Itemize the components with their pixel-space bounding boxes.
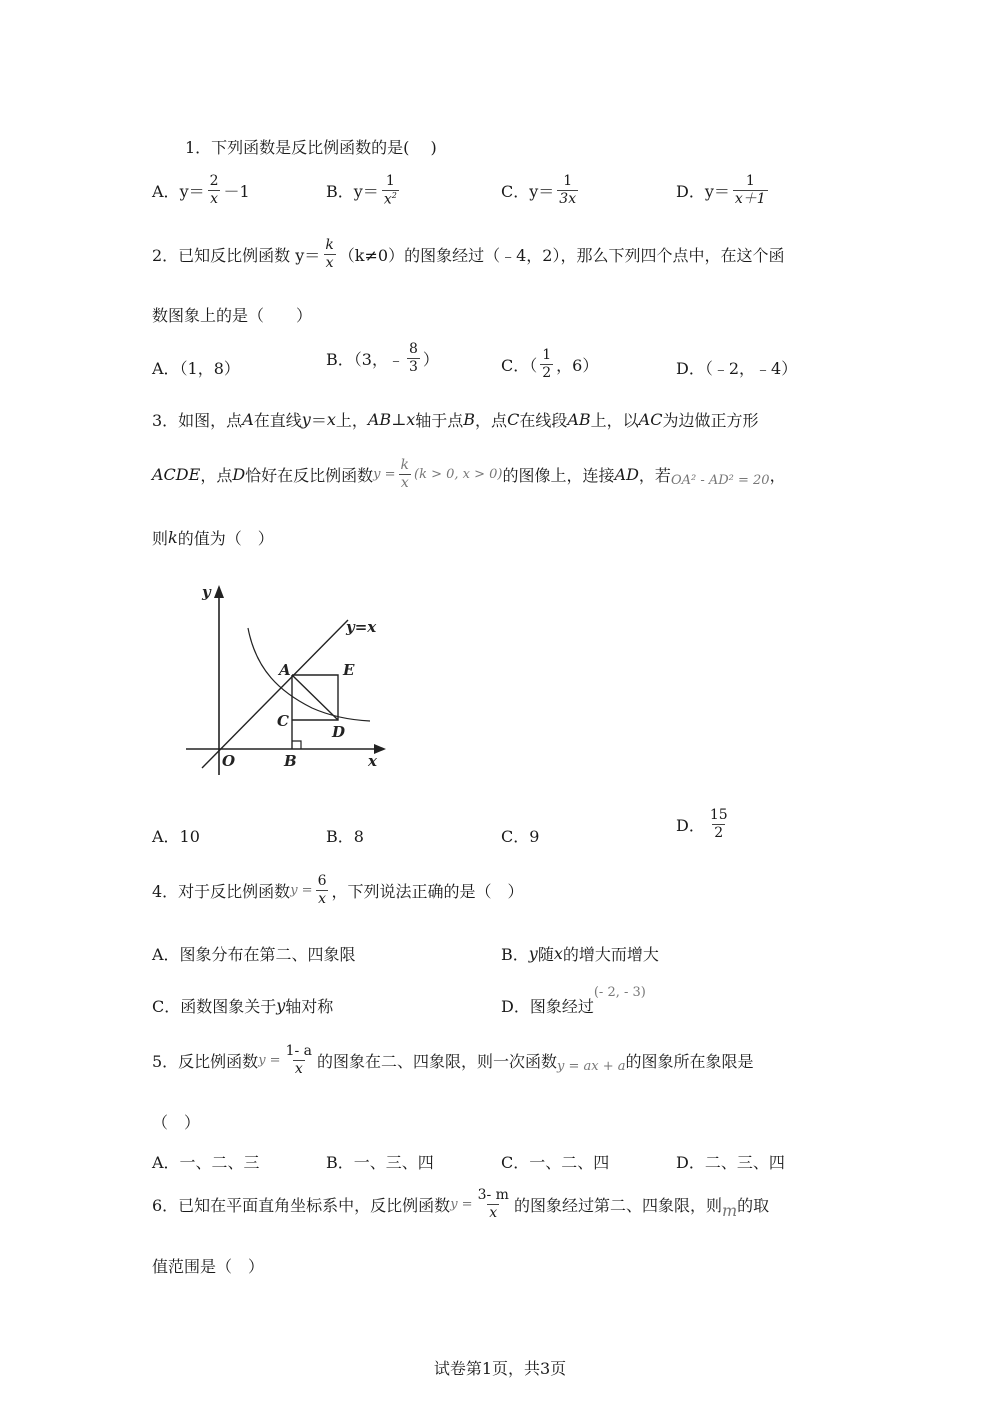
label-x-axis: x	[368, 752, 377, 770]
q1-option-a: A． y＝ $\frac{2}{x}$ －1	[152, 173, 250, 207]
q1-d-fraction: $\frac{1}{x+1}$	[734, 173, 766, 207]
q2-option-d: D．（﹣2，﹣4）	[676, 359, 798, 378]
page-footer: 试卷第1页，共3页	[433, 1359, 567, 1378]
label-e: E	[343, 661, 355, 679]
q3-figure	[180, 580, 395, 780]
q4-option-c: C．函数图象关于 y 轴对称	[152, 996, 334, 1016]
q2-stem-fraction: $\frac{k}{x}$	[325, 237, 334, 271]
q4-stem: 4．对于反比例函数 y = $\frac{6}{x}$ ，下列说法正确的是（ ）	[152, 873, 524, 907]
y-axis-arrow	[214, 585, 224, 598]
q3-option-a: A．10	[152, 827, 200, 846]
q2-stem-line2: 数图象上的是（ ）	[152, 306, 313, 325]
q3-option-c: C．9	[501, 827, 540, 846]
q3-function-fraction: $\frac{k}{x}$	[400, 457, 410, 491]
label-b: B	[284, 752, 297, 770]
q1-option-c: C． y＝ $\frac{1}{3x}$	[501, 173, 577, 207]
q4-option-a: A．图象分布在第二、四象限	[152, 945, 356, 964]
q1-option-d: D． y＝ $\frac{1}{x+1}$	[676, 173, 766, 207]
q5-stem: 5．反比例函数 y = $\frac{1- a}{x}$ 的图象在二、四象限，则一次函数 y = ax + a 的图象所在象限是	[152, 1043, 754, 1077]
q2-stem: 2．已知反比例函数 y＝ $\frac{k}{x}$ （k≠0）的图象经过（﹣4，2），那么下列四个点中，在这个函	[152, 237, 785, 271]
q3-d-fraction: $\frac{15}{2}$	[709, 807, 728, 841]
q1-a-fraction: $\frac{2}{x}$	[209, 173, 219, 207]
q4-option-b: B． y 随 x 的增大而增大	[501, 944, 659, 964]
q2-c-fraction: $\frac{1}{2}$	[542, 347, 552, 381]
q5-option-b: B．一、三、四	[326, 1153, 434, 1172]
q5-stem-fraction: $\frac{1- a}{x}$	[285, 1043, 312, 1077]
q5-stem-line2: （ ）	[152, 1113, 201, 1132]
q2-option-b: B．（3，﹣ $\frac{8}{3}$ ）	[326, 341, 439, 375]
q1-option-b: B． y＝ $\frac{1}{x^2}$	[326, 173, 397, 208]
segment-ad	[292, 675, 338, 720]
q4-option-d: D．图象经过 (- 2, - 3)	[501, 985, 646, 1016]
q3-stem-line3: 则 k 的值为（ ）	[152, 528, 274, 548]
q6-stem-line2: 值范围是（ ）	[152, 1257, 265, 1276]
q1-stem: 1．下列函数是反比例函数的是( )	[185, 138, 437, 157]
q2-option-a: A．（1，8）	[152, 359, 240, 378]
line-y-equals-x	[202, 620, 348, 768]
q3-stem-line1: 3．如图，点 A 在直线 y ＝ x 上， AB ⊥ x 轴于点 B ，点 C 在线段 AB 上，以 AC 为边做正方形	[152, 410, 759, 430]
label-c: C	[277, 712, 289, 730]
q5-option-d: D．二、三、四	[676, 1153, 785, 1172]
q6-stem-fraction: $\frac{3- m}{x}$	[477, 1187, 509, 1221]
q2-option-c: C．（ $\frac{1}{2}$ ，6）	[501, 347, 599, 381]
right-angle-mark	[292, 741, 301, 749]
q4-stem-fraction: $\frac{6}{x}$	[317, 873, 327, 907]
q3-option-d: D． $\frac{15}{2}$	[676, 807, 728, 841]
label-line: y=x	[346, 618, 377, 636]
q6-stem: 6．已知在平面直角坐标系中，反比例函数 y = $\frac{3- m}{x}$ 的图象经过第二、四象限，则 m 的取	[152, 1187, 770, 1221]
label-d: D	[332, 723, 346, 741]
label-a: A	[279, 661, 291, 679]
q3-option-b: B．8	[326, 827, 364, 846]
q1-b-fraction: $\frac{1}{x^2}$	[383, 173, 397, 208]
q5-option-a: A．一、二、三	[152, 1153, 260, 1172]
label-o: O	[222, 752, 236, 770]
q2-b-fraction: $\frac{8}{3}$	[408, 341, 418, 375]
label-y-axis: y	[202, 583, 211, 601]
q5-option-c: C．一、二、四	[501, 1153, 610, 1172]
q1-c-fraction: $\frac{1}{3x}$	[559, 173, 577, 207]
q3-stem-line2: ACDE ，点 D 恰好在反比例函数 y = $\frac{k}{x}$ (k > 0, x > 0) 的图像上，连接 AD ，若 OA² - AD² = 20 ，	[152, 457, 786, 491]
